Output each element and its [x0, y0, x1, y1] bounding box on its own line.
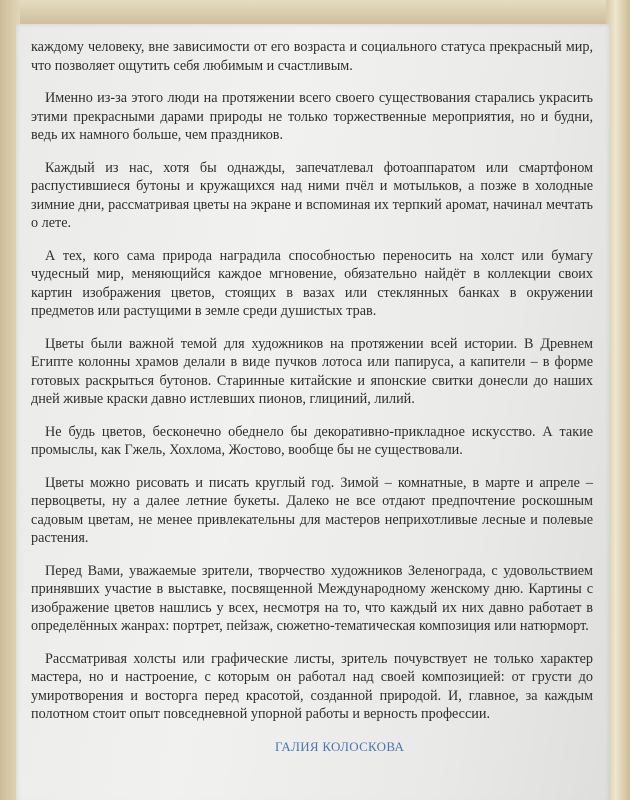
paragraph-5: Цветы были важной темой для художников на протяжении всей истории. В Древнем Египте колонны храмов делали в виде пучков лотоса или папируса, а капители – в форме готовых раскрыться бутонов. Старинные китайские и японские свитки донесли до наших дней живые краски давно истлевших пионов, глициний, лилий.: [31, 335, 593, 407]
paragraph-8: Перед Вами, уважаемые зрители, творчество художников Зеленограда, с удовольствием принявших участие в выставке, посвященной Международному женскому дню. Картины с изображение цветов нашлись у всех, несмотря на то, что каждый их них давно работает в определённых жанрах: портрет, пейзаж, сюжетно-тематическая композиция или натюрморт.: [31, 562, 593, 634]
paragraph-4: А тех, кого сама природа наградила способностью переносить на холст или бумагу чудесный мир, меняющийся каждое мгновение, обязательно найдёт в коллекции своих картин изображения цветов, стоящих в вазах или стеклянных банках в окружении предметов или растущими в земле среди душистых трав.: [31, 247, 593, 319]
paragraph-3: Каждый из нас, хотя бы однажды, запечатлевал фотоаппаратом или смартфоном распустившиеся бутоны и кружащихся над ними пчёл и мотыльков, а позже в холодные зимние дни, рассматривая цветы на экране и вспоминая их терпкий аромат, начинал мечтать о лете.: [31, 159, 593, 231]
paragraph-2: Именно из-за этого люди на протяжении всего своего существования старались украсить этими прекрасными дарами природы не только торжественные мероприятия, но и будни, ведь их намного больше, чем праздников.: [31, 90, 593, 143]
printed-sheet: [16, 24, 610, 800]
paragraph-1: каждому человеку, вне зависимости от его возраста и социального статуса прекрасный мир, что позволяет ощутить себя любимым и счастливым.: [31, 39, 593, 74]
paragraph-9: Рассматривая холсты или графические листы, зритель почувствует не только характер мастера, но и настроение, с которым он работал над своей композицией: от грусти до умиротворения и восторга перед красотой, созданной природой. И, главное, за каждым полотном стоит опыт повседневной упорной работы и верность профессии.: [31, 650, 593, 722]
article-text: [31, 38, 593, 756]
author-signature: ГАЛИЯ КОЛОСКОВА: [275, 738, 405, 754]
paragraph-6: Не будь цветов, бесконечно обеднело бы декоративно-прикладное искусство. А такие промыслы, как Гжель, Хохлома, Жостово, вообще бы не существовали.: [31, 423, 593, 458]
paragraph-7: Цветы можно рисовать и писать круглый год. Зимой – комнатные, в марте и апреле – первоцветы, ну а далее летние букеты. Далеко не все отдают предпочтение роскошным садовым цветам, не менее привлекательны для мастеров неприхотливые лесные и полевые растения.: [31, 474, 593, 546]
frame-top-edge: [0, 0, 630, 26]
